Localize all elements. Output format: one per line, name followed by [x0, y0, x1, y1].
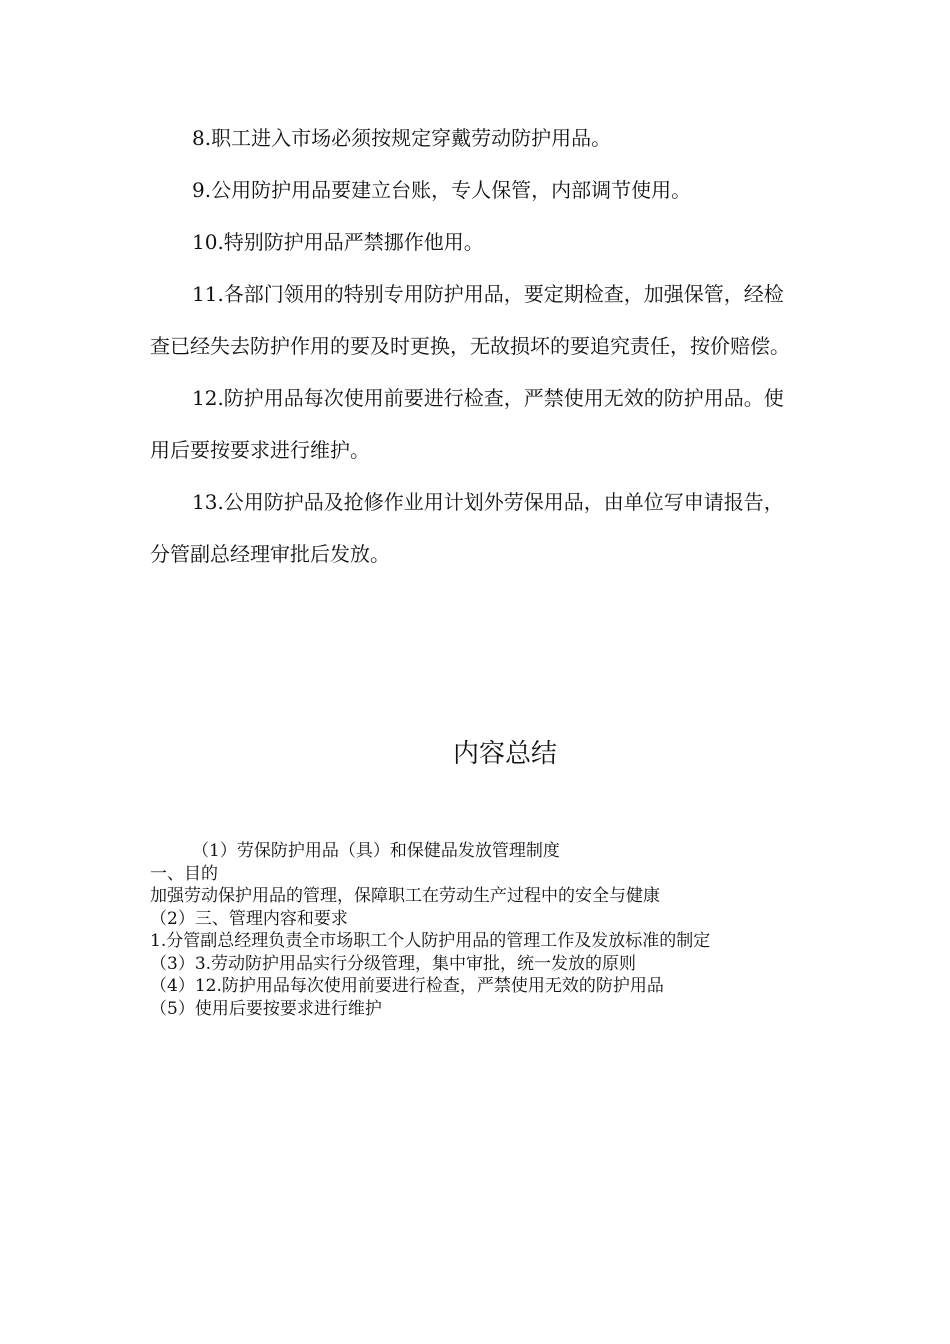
rule-item-8: 8.职工进入市场必须按规定穿戴劳动防护用品。 [192, 126, 612, 150]
summary-title: 内容总结 [452, 739, 557, 769]
summary-line: 一、目的 [150, 863, 218, 884]
summary-line: （1）劳保防护用品（具）和保健品发放管理制度 [192, 841, 560, 861]
rule-item-9: 9.公用防护用品要建立台账，专人保管，内部调节使用。 [192, 178, 692, 202]
summary-line: （2）三、管理内容和要求 [150, 908, 348, 929]
rule-item-11: 11.各部门领用的特别专用防护用品，要定期检查，加强保管，经检查已经失去防护作用的要及时更换，无故损坏的要追究责任，按价赔偿。 [150, 282, 790, 358]
rules-section [150, 112, 800, 580]
summary-section [150, 840, 800, 1020]
summary-line: （5）使用后要按要求进行维护 [150, 998, 382, 1019]
rule-item-13: 13.公用防护品及抢修作业用计划外劳保用品，由单位写申请报告，分管副总经理审批后发放。 [150, 490, 784, 566]
summary-line: （4）12.防护用品每次使用前要进行检查，严禁使用无效的防护用品 [150, 976, 664, 996]
summary-line: （3）3.劳动防护用品实行分级管理，集中审批，统一发放的原则 [150, 953, 637, 974]
summary-line: 1.分管副总经理负责全市场职工个人防护用品的管理工作及发放标准的制定 [150, 931, 711, 951]
rule-item-10: 10.特别防护用品严禁挪作他用。 [192, 230, 484, 254]
rule-item-12: 12.防护用品每次使用前要进行检查，严禁使用无效的防护用品。使用后要按要求进行维护。 [150, 386, 784, 462]
summary-line: 加强劳动保护用品的管理，保障职工在劳动生产过程中的安全与健康 [150, 886, 660, 906]
